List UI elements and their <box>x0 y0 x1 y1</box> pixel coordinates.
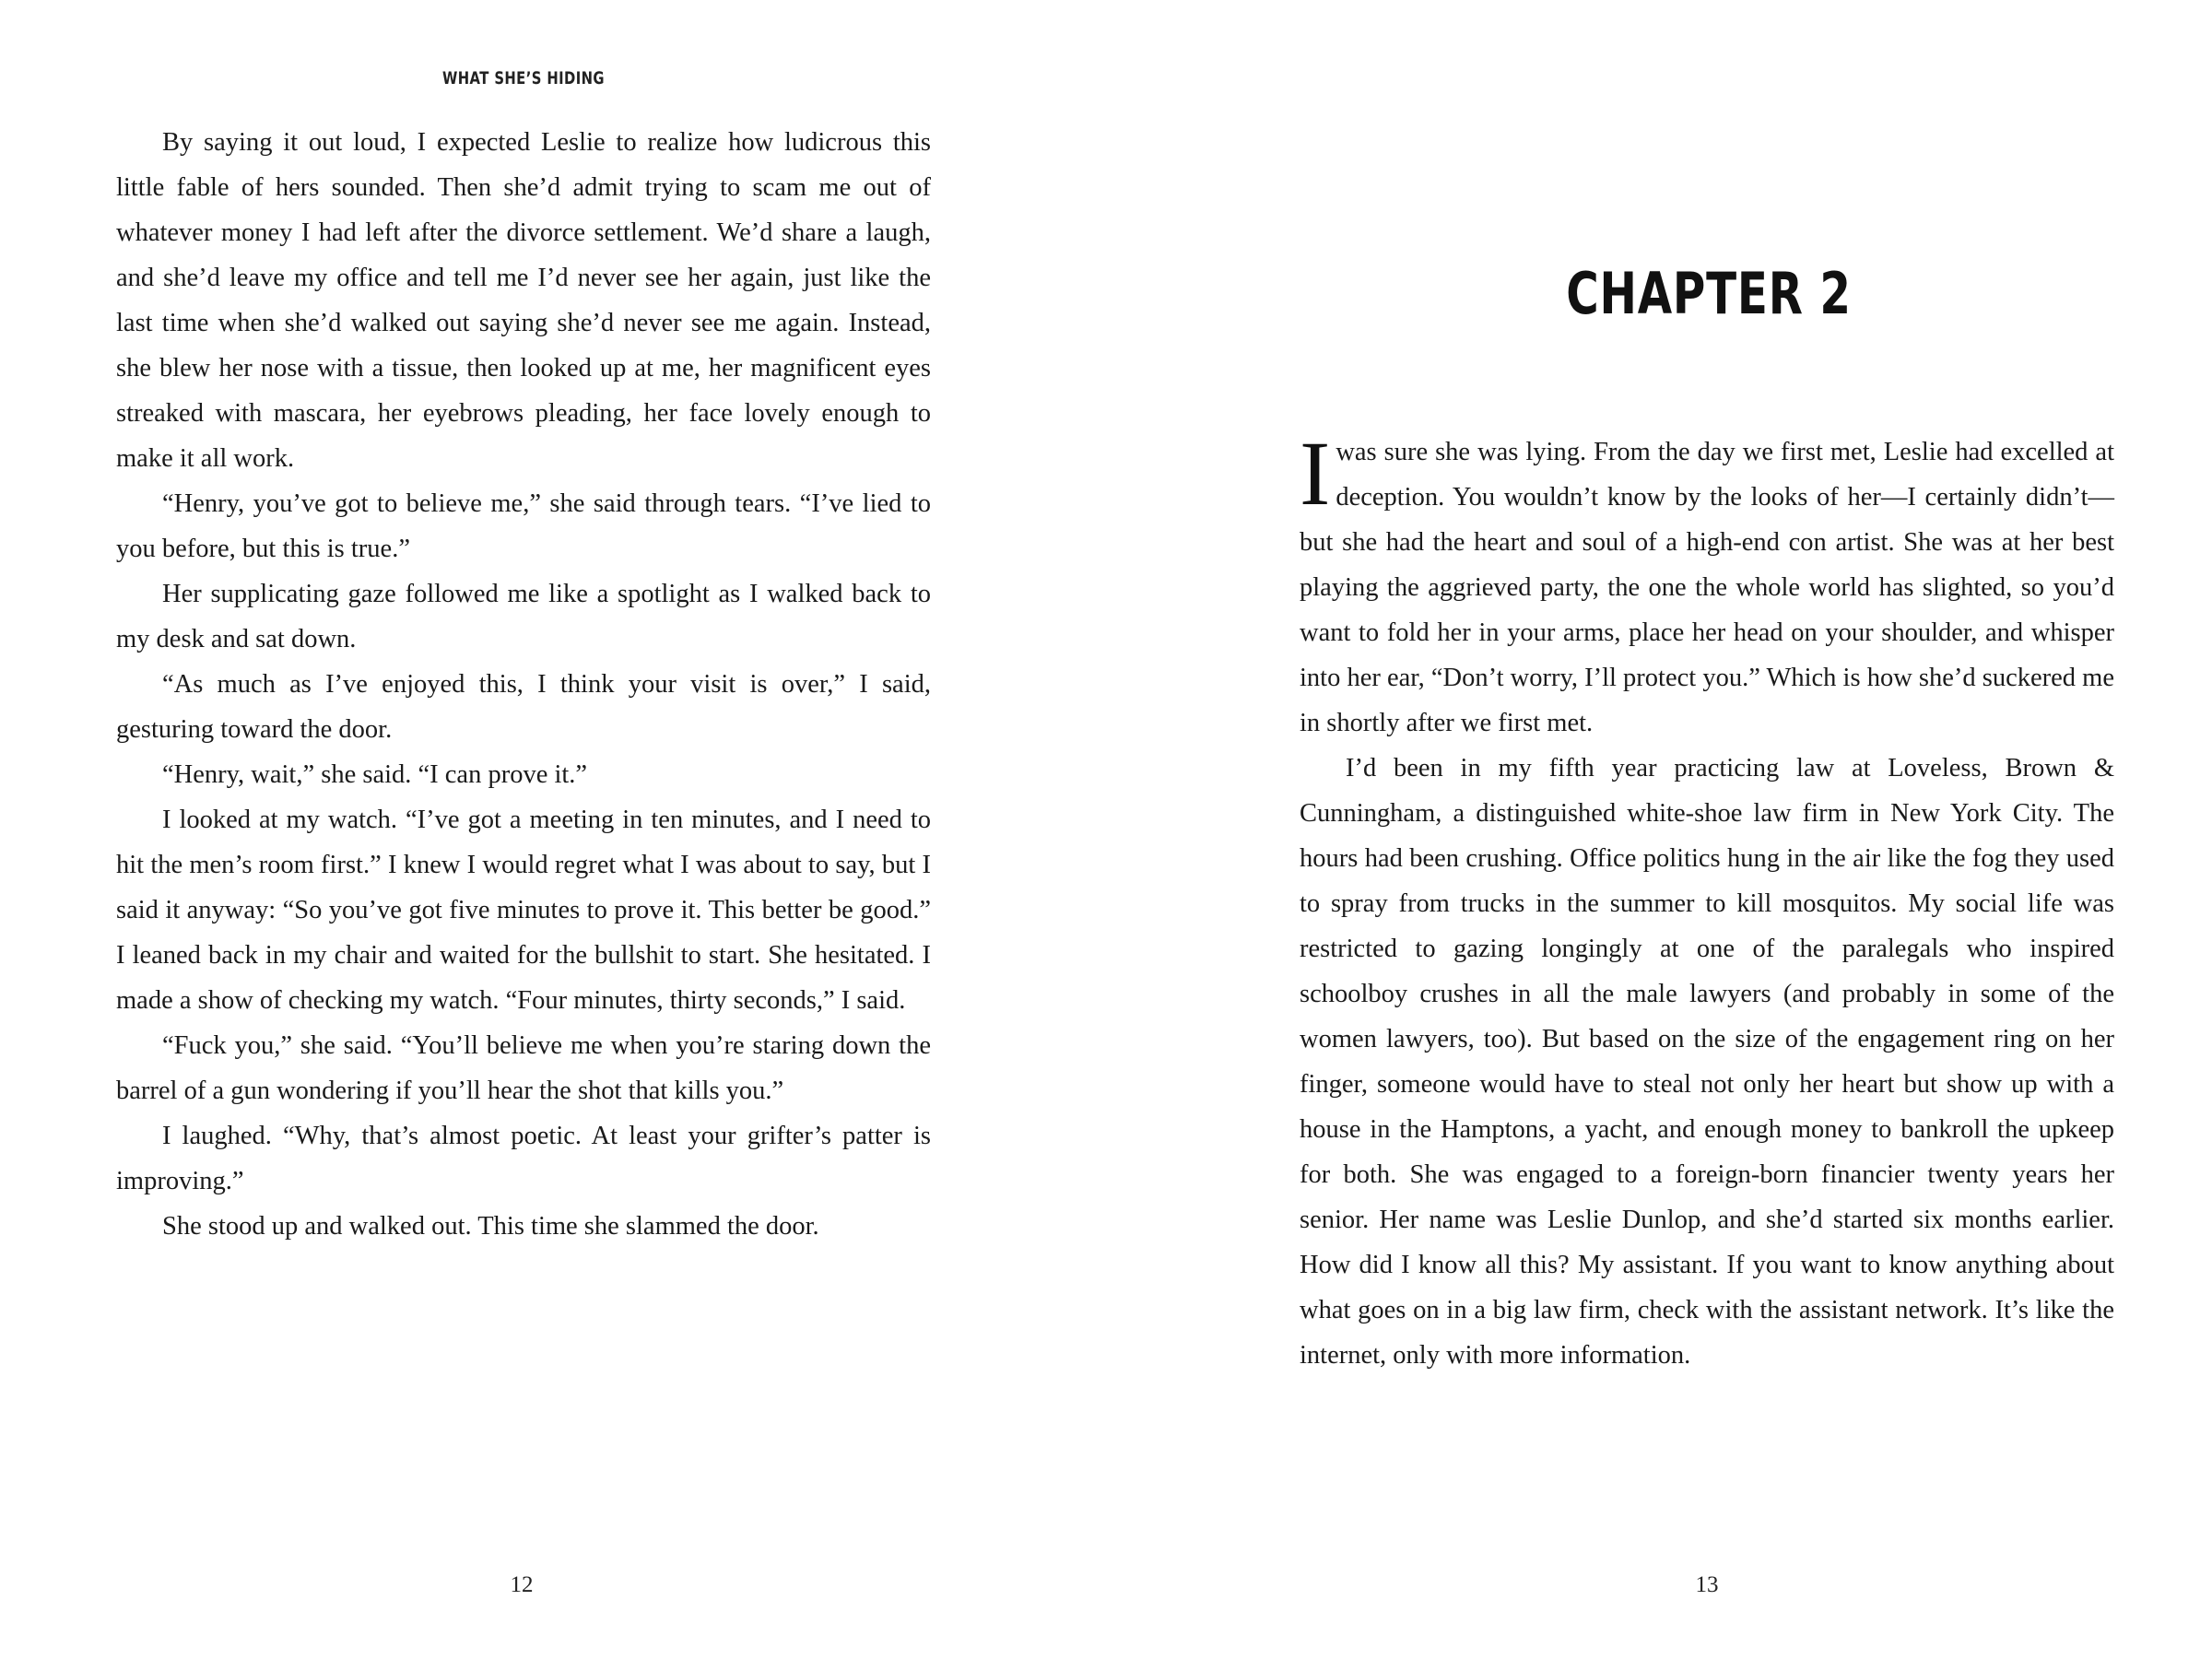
paragraph: “Fuck you,” she said. “You’ll believe me when you’re staring down the barrel of a gun wondering if you’ll hear the shot that kills you.” <box>116 1031 931 1105</box>
paragraph: I’d been in my fifth year practicing law at Loveless, Brown & Cunningham, a distinguished white-shoe law firm in New York City. The hours had been crushing. Office politics hung in the air like the fog they used to spray from trucks in the summer to kill mosquitos. My social life was restricted to gazing longingly at one of the paralegals who inspired schoolboy crushes in all the male lawyers (and probably in some of the women lawyers, too). But based on the size of the engagement ring on her finger, someone would have to steal not only her heart but show up with a house in the Hamptons, a yacht, and enough money to bankroll the upkeep for both. She was engaged to a foreign-born financier twenty years her senior. Her name was Leslie Dunlop, and she’d started six months earlier. How did I know all this? My assistant. If you want to know anything about what goes on in a big law firm, check with the assistant network. It’s like the internet, only with more information. <box>1300 754 2114 1370</box>
paragraph: “Henry, you’ve got to believe me,” she said through tears. “I’ve lied to you before, but this is true.” <box>116 489 931 563</box>
paragraph: “As much as I’ve enjoyed this, I think your visit is over,” I said, gesturing toward the door. <box>116 670 931 744</box>
drop-cap: I <box>1300 422 1331 524</box>
chapter-title: CHAPTER 2 <box>1566 260 1852 327</box>
paragraph: Her supplicating gaze followed me like a spotlight as I walked back to my desk and sat down. <box>116 580 931 653</box>
paragraph: By saying it out loud, I expected Leslie to realize how ludicrous this little fable of hers sounded. Then she’d admit trying to scam me out of whatever money I had left after the divorce settlement. We’d share a laugh, and she’d leave my office and tell me I’d never see her again, just like the last time when she’d walked out saying she’d never see me again. Instead, she blew her nose with a tissue, then looked up at me, her magnificent eyes streaked with mascara, her eyebrows pleading, her face lovely enough to make it all work. <box>116 128 931 473</box>
paragraph: She stood up and walked out. This time she slammed the door. <box>162 1212 819 1241</box>
right-body-text <box>1300 422 2114 1378</box>
paragraph <box>1300 422 2114 746</box>
right-page <box>1106 0 2212 1659</box>
paragraph: “Henry, wait,” she said. “I can prove it.” <box>162 760 588 789</box>
page-number: 13 <box>1695 1572 1719 1597</box>
left-body-text <box>116 120 931 1249</box>
running-head: WHAT SHE’S HIDING <box>442 68 605 88</box>
paragraph-text: was sure she was lying. From the day we first met, Leslie had excelled at deception. You wouldn’t know by the looks of her—I certainly didn’t—but she had the heart and soul of a high-end con artist. She was at her best playing the aggrieved party, the one the whole world has slighted, so you’d want to fold her in your arms, place her head on your shoulder, and whisper into her ear, “Don’t worry, I’ll protect you.” Which is how she’d suckered me in shortly after we first met. <box>1300 438 2114 737</box>
page-number: 12 <box>510 1572 534 1597</box>
paragraph: I looked at my watch. “I’ve got a meeting in ten minutes, and I need to hit the men’s room first.” I knew I would regret what I was about to say, but I said it anyway: “So you’ve got five minutes to prove it. This better be good.” I leaned back in my chair and waited for the bullshit to start. She hesitated. I made a show of checking my watch. “Four minutes, thirty seconds,” I said. <box>116 806 931 1015</box>
paragraph: I laughed. “Why, that’s almost poetic. At least your grifter’s patter is improving.” <box>116 1122 931 1195</box>
